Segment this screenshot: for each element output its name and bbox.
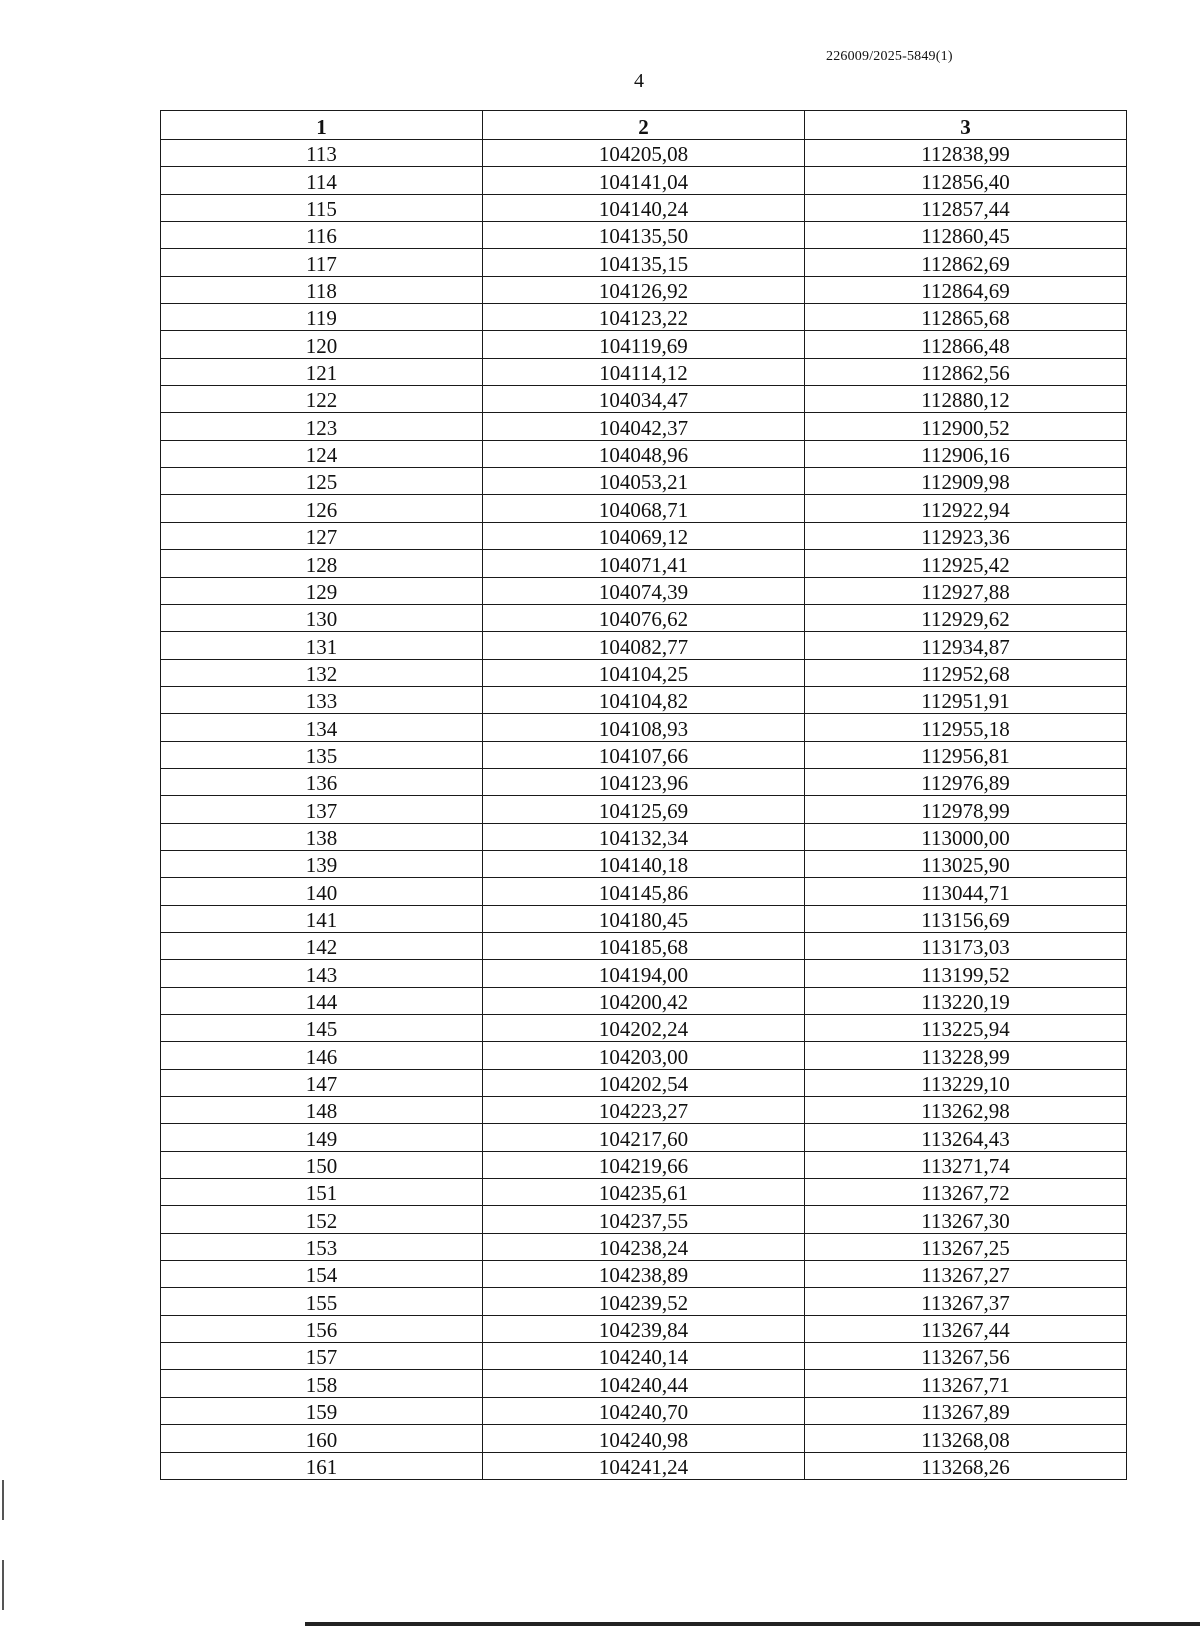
- table-row: [161, 1370, 1127, 1397]
- table-row: [161, 632, 1127, 659]
- x-coordinate-cell: 104074,39: [483, 577, 805, 604]
- x-coordinate-cell: 104205,08: [483, 140, 805, 167]
- point-number-cell: 153: [161, 1233, 483, 1260]
- y-coordinate-cell: 112976,89: [805, 768, 1127, 795]
- point-number-cell: 141: [161, 905, 483, 932]
- y-coordinate-cell: 113000,00: [805, 823, 1127, 850]
- point-number-cell: 124: [161, 440, 483, 467]
- point-number-cell: 150: [161, 1151, 483, 1178]
- point-number-cell: 131: [161, 632, 483, 659]
- y-coordinate-cell: 113267,56: [805, 1343, 1127, 1370]
- table-row: [161, 768, 1127, 795]
- y-coordinate-cell: 112955,18: [805, 714, 1127, 741]
- point-number-cell: 155: [161, 1288, 483, 1315]
- column-header-1: 1: [161, 111, 483, 140]
- y-coordinate-cell: 113229,10: [805, 1069, 1127, 1096]
- y-coordinate-cell: 113220,19: [805, 987, 1127, 1014]
- x-coordinate-cell: 104068,71: [483, 495, 805, 522]
- point-number-cell: 137: [161, 796, 483, 823]
- table-row: [161, 1179, 1127, 1206]
- x-coordinate-cell: 104104,25: [483, 659, 805, 686]
- y-coordinate-cell: 112856,40: [805, 167, 1127, 194]
- table-row: [161, 140, 1127, 167]
- y-coordinate-cell: 112900,52: [805, 413, 1127, 440]
- x-coordinate-cell: 104135,50: [483, 222, 805, 249]
- document-number: 226009/2025-5849(1): [826, 49, 953, 64]
- point-number-cell: 139: [161, 850, 483, 877]
- point-number-cell: 156: [161, 1315, 483, 1342]
- y-coordinate-cell: 113267,25: [805, 1233, 1127, 1260]
- table-row: [161, 468, 1127, 495]
- point-number-cell: 123: [161, 413, 483, 440]
- y-coordinate-cell: 112927,88: [805, 577, 1127, 604]
- y-coordinate-cell: 113271,74: [805, 1151, 1127, 1178]
- x-coordinate-cell: 104240,14: [483, 1343, 805, 1370]
- x-coordinate-cell: 104119,69: [483, 331, 805, 358]
- x-coordinate-cell: 104135,15: [483, 249, 805, 276]
- table-row: [161, 1015, 1127, 1042]
- y-coordinate-cell: 112956,81: [805, 741, 1127, 768]
- column-header-3: 3: [805, 111, 1127, 140]
- point-number-cell: 138: [161, 823, 483, 850]
- table-row: [161, 550, 1127, 577]
- x-coordinate-cell: 104048,96: [483, 440, 805, 467]
- table-row: [161, 249, 1127, 276]
- table-row: [161, 1315, 1127, 1342]
- point-number-cell: 135: [161, 741, 483, 768]
- x-coordinate-cell: 104108,93: [483, 714, 805, 741]
- point-number-cell: 116: [161, 222, 483, 249]
- x-coordinate-cell: 104123,96: [483, 768, 805, 795]
- y-coordinate-cell: 112838,99: [805, 140, 1127, 167]
- y-coordinate-cell: 113267,71: [805, 1370, 1127, 1397]
- x-coordinate-cell: 104240,70: [483, 1397, 805, 1424]
- x-coordinate-cell: 104042,37: [483, 413, 805, 440]
- table-row: [161, 823, 1127, 850]
- table-row: [161, 194, 1127, 221]
- x-coordinate-cell: 104125,69: [483, 796, 805, 823]
- x-coordinate-cell: 104145,86: [483, 878, 805, 905]
- table-row: [161, 1124, 1127, 1151]
- point-number-cell: 119: [161, 304, 483, 331]
- table-row: [161, 1151, 1127, 1178]
- point-number-cell: 130: [161, 604, 483, 631]
- x-coordinate-cell: 104082,77: [483, 632, 805, 659]
- point-number-cell: 149: [161, 1124, 483, 1151]
- y-coordinate-cell: 113225,94: [805, 1015, 1127, 1042]
- x-coordinate-cell: 104123,22: [483, 304, 805, 331]
- x-coordinate-cell: 104071,41: [483, 550, 805, 577]
- point-number-cell: 128: [161, 550, 483, 577]
- x-coordinate-cell: 104180,45: [483, 905, 805, 932]
- x-coordinate-cell: 104241,24: [483, 1452, 805, 1479]
- scan-edge-mark: [2, 1560, 4, 1610]
- point-number-cell: 146: [161, 1042, 483, 1069]
- coordinates-table: [160, 110, 1127, 1480]
- table-row: [161, 659, 1127, 686]
- x-coordinate-cell: 104194,00: [483, 960, 805, 987]
- scan-edge-mark: [2, 1480, 4, 1520]
- y-coordinate-cell: 113267,37: [805, 1288, 1127, 1315]
- point-number-cell: 159: [161, 1397, 483, 1424]
- x-coordinate-cell: 104107,66: [483, 741, 805, 768]
- table-body: [161, 140, 1127, 1480]
- y-coordinate-cell: 112951,91: [805, 686, 1127, 713]
- table-row: [161, 577, 1127, 604]
- table-row: [161, 522, 1127, 549]
- y-coordinate-cell: 113267,27: [805, 1261, 1127, 1288]
- y-coordinate-cell: 112857,44: [805, 194, 1127, 221]
- table-row: [161, 1343, 1127, 1370]
- table-row: [161, 1206, 1127, 1233]
- table-row: [161, 1042, 1127, 1069]
- point-number-cell: 158: [161, 1370, 483, 1397]
- y-coordinate-cell: 112929,62: [805, 604, 1127, 631]
- y-coordinate-cell: 112909,98: [805, 468, 1127, 495]
- y-coordinate-cell: 112952,68: [805, 659, 1127, 686]
- table-row: [161, 304, 1127, 331]
- table-row: [161, 604, 1127, 631]
- table-row: [161, 331, 1127, 358]
- table-row: [161, 1288, 1127, 1315]
- table-row: [161, 1397, 1127, 1424]
- table-row: [161, 440, 1127, 467]
- point-number-cell: 118: [161, 276, 483, 303]
- x-coordinate-cell: 104219,66: [483, 1151, 805, 1178]
- x-coordinate-cell: 104104,82: [483, 686, 805, 713]
- x-coordinate-cell: 104240,98: [483, 1425, 805, 1452]
- x-coordinate-cell: 104238,24: [483, 1233, 805, 1260]
- point-number-cell: 122: [161, 386, 483, 413]
- x-coordinate-cell: 104202,24: [483, 1015, 805, 1042]
- y-coordinate-cell: 113268,26: [805, 1452, 1127, 1479]
- y-coordinate-cell: 112864,69: [805, 276, 1127, 303]
- x-coordinate-cell: 104069,12: [483, 522, 805, 549]
- point-number-cell: 133: [161, 686, 483, 713]
- table-row: [161, 495, 1127, 522]
- point-number-cell: 117: [161, 249, 483, 276]
- table-row: [161, 276, 1127, 303]
- table-row: [161, 714, 1127, 741]
- x-coordinate-cell: 104200,42: [483, 987, 805, 1014]
- y-coordinate-cell: 113156,69: [805, 905, 1127, 932]
- y-coordinate-cell: 112880,12: [805, 386, 1127, 413]
- table-row: [161, 987, 1127, 1014]
- table-row: [161, 878, 1127, 905]
- x-coordinate-cell: 104034,47: [483, 386, 805, 413]
- y-coordinate-cell: 113173,03: [805, 932, 1127, 959]
- y-coordinate-cell: 113044,71: [805, 878, 1127, 905]
- table-row: [161, 1233, 1127, 1260]
- table-row: [161, 850, 1127, 877]
- y-coordinate-cell: 113267,30: [805, 1206, 1127, 1233]
- y-coordinate-cell: 113228,99: [805, 1042, 1127, 1069]
- x-coordinate-cell: 104235,61: [483, 1179, 805, 1206]
- table-row: [161, 960, 1127, 987]
- y-coordinate-cell: 112978,99: [805, 796, 1127, 823]
- page-number: 4: [634, 70, 644, 92]
- point-number-cell: 127: [161, 522, 483, 549]
- bottom-scan-rule: [305, 1622, 1200, 1626]
- x-coordinate-cell: 104239,52: [483, 1288, 805, 1315]
- x-coordinate-cell: 104140,24: [483, 194, 805, 221]
- table-row: [161, 1261, 1127, 1288]
- point-number-cell: 114: [161, 167, 483, 194]
- x-coordinate-cell: 104114,12: [483, 358, 805, 385]
- point-number-cell: 144: [161, 987, 483, 1014]
- point-number-cell: 140: [161, 878, 483, 905]
- y-coordinate-cell: 113267,72: [805, 1179, 1127, 1206]
- point-number-cell: 134: [161, 714, 483, 741]
- y-coordinate-cell: 112925,42: [805, 550, 1127, 577]
- table-row: [161, 358, 1127, 385]
- point-number-cell: 148: [161, 1097, 483, 1124]
- y-coordinate-cell: 112922,94: [805, 495, 1127, 522]
- table-row: [161, 413, 1127, 440]
- y-coordinate-cell: 113267,44: [805, 1315, 1127, 1342]
- table-row: [161, 796, 1127, 823]
- x-coordinate-cell: 104240,44: [483, 1370, 805, 1397]
- y-coordinate-cell: 113267,89: [805, 1397, 1127, 1424]
- point-number-cell: 147: [161, 1069, 483, 1096]
- point-number-cell: 161: [161, 1452, 483, 1479]
- table-row: [161, 222, 1127, 249]
- x-coordinate-cell: 104239,84: [483, 1315, 805, 1342]
- y-coordinate-cell: 112934,87: [805, 632, 1127, 659]
- x-coordinate-cell: 104141,04: [483, 167, 805, 194]
- table-row: [161, 1069, 1127, 1096]
- x-coordinate-cell: 104202,54: [483, 1069, 805, 1096]
- y-coordinate-cell: 113264,43: [805, 1124, 1127, 1151]
- table-row: [161, 167, 1127, 194]
- x-coordinate-cell: 104126,92: [483, 276, 805, 303]
- table-row: [161, 386, 1127, 413]
- point-number-cell: 136: [161, 768, 483, 795]
- point-number-cell: 120: [161, 331, 483, 358]
- y-coordinate-cell: 112860,45: [805, 222, 1127, 249]
- point-number-cell: 121: [161, 358, 483, 385]
- y-coordinate-cell: 112906,16: [805, 440, 1127, 467]
- point-number-cell: 129: [161, 577, 483, 604]
- x-coordinate-cell: 104237,55: [483, 1206, 805, 1233]
- point-number-cell: 132: [161, 659, 483, 686]
- point-number-cell: 125: [161, 468, 483, 495]
- y-coordinate-cell: 113268,08: [805, 1425, 1127, 1452]
- point-number-cell: 154: [161, 1261, 483, 1288]
- y-coordinate-cell: 113262,98: [805, 1097, 1127, 1124]
- x-coordinate-cell: 104140,18: [483, 850, 805, 877]
- point-number-cell: 145: [161, 1015, 483, 1042]
- x-coordinate-cell: 104076,62: [483, 604, 805, 631]
- point-number-cell: 113: [161, 140, 483, 167]
- x-coordinate-cell: 104217,60: [483, 1124, 805, 1151]
- x-coordinate-cell: 104238,89: [483, 1261, 805, 1288]
- table-header-row: [161, 111, 1127, 140]
- y-coordinate-cell: 112865,68: [805, 304, 1127, 331]
- point-number-cell: 151: [161, 1179, 483, 1206]
- point-number-cell: 115: [161, 194, 483, 221]
- table-row: [161, 905, 1127, 932]
- table-row: [161, 1452, 1127, 1479]
- x-coordinate-cell: 104053,21: [483, 468, 805, 495]
- x-coordinate-cell: 104132,34: [483, 823, 805, 850]
- table-row: [161, 1425, 1127, 1452]
- point-number-cell: 143: [161, 960, 483, 987]
- x-coordinate-cell: 104223,27: [483, 1097, 805, 1124]
- table-row: [161, 1097, 1127, 1124]
- table-row: [161, 741, 1127, 768]
- y-coordinate-cell: 113025,90: [805, 850, 1127, 877]
- y-coordinate-cell: 112866,48: [805, 331, 1127, 358]
- table-row: [161, 686, 1127, 713]
- x-coordinate-cell: 104185,68: [483, 932, 805, 959]
- y-coordinate-cell: 113199,52: [805, 960, 1127, 987]
- point-number-cell: 126: [161, 495, 483, 522]
- point-number-cell: 152: [161, 1206, 483, 1233]
- column-header-2: 2: [483, 111, 805, 140]
- y-coordinate-cell: 112923,36: [805, 522, 1127, 549]
- y-coordinate-cell: 112862,56: [805, 358, 1127, 385]
- table-row: [161, 932, 1127, 959]
- point-number-cell: 160: [161, 1425, 483, 1452]
- point-number-cell: 157: [161, 1343, 483, 1370]
- x-coordinate-cell: 104203,00: [483, 1042, 805, 1069]
- point-number-cell: 142: [161, 932, 483, 959]
- y-coordinate-cell: 112862,69: [805, 249, 1127, 276]
